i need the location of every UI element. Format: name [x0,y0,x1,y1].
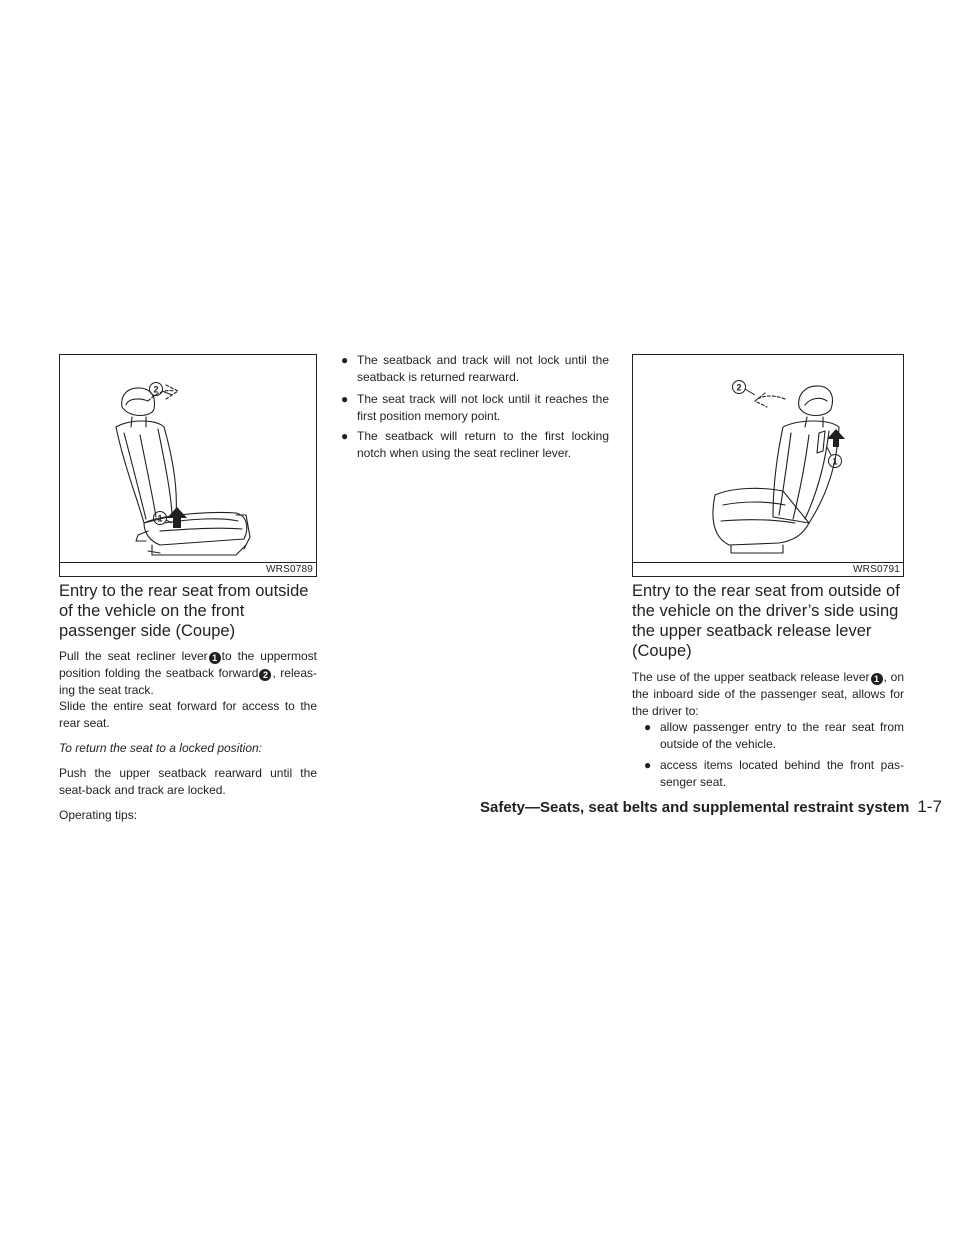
bullet-item [341,352,609,386]
page-footer [480,797,942,817]
seat-recliner-illustration [59,354,317,577]
figure-rule [633,562,903,563]
callout-1: 1 [832,456,838,467]
paragraph-recliner-lever [59,648,317,699]
text: , on the inboard side of the passenger seat, allows for the driver to: [632,670,905,718]
bullet-dot: ● [644,720,652,734]
paragraph-return-heading: To return the seat to a locked position: [59,741,263,755]
section-heading-driver: Entry to the rear seat from outside of the vehicle on the driver’s side using the upper seatback release lever (Coupe) [632,582,900,660]
bullet-item [341,391,609,425]
paragraph-operating-tips: Operating tips: [59,808,138,822]
figure-code: WRS0791 [853,564,900,575]
paragraph-slide-seat: Slide the entire seat forward for access to the rear seat. [59,699,317,730]
bullet-text: The seatback and track will not lock until the seatback is returned rearward. [357,353,609,384]
bullet-dot: ● [341,429,349,443]
page-number: 1-7 [917,797,942,816]
seat-drawing [60,355,316,563]
callout-1: 1 [209,652,221,664]
text: The use of the upper seatback release lever [632,670,870,684]
bullet-dot: ● [341,353,349,367]
seat-drawing [633,355,903,563]
callout-1: 1 [871,673,883,685]
text: Pull the seat recliner lever [59,649,208,663]
callout-2: 2 [153,384,159,395]
callout-2: 2 [259,669,271,681]
bullet-item [644,757,904,791]
bullet-item [341,428,609,462]
bullet-text: access items located behind the front pas-senger seat. [660,758,904,789]
bullet-dot: ● [644,758,652,772]
section-heading-passenger: Entry to the rear seat from outside of the vehicle on the front passenger side (Coupe) [59,582,309,640]
bullet-text: The seat track will not lock until it reaches the first position memory point. [357,392,609,423]
text: , releas-ing the seat track. [59,666,317,697]
paragraph-release-lever [632,669,904,720]
text: to the uppermost position folding the seatback forward [59,649,317,680]
bullet-dot: ● [341,392,349,406]
footer-section-title: Safety—Seats, seat belts and supplemental restraint system [480,799,910,816]
paragraph-push-seatback: Push the upper seatback rearward until the seat-back and track are locked. [59,766,317,797]
bullet-text: The seatback will return to the first locking notch when using the seat recliner lever. [357,429,609,460]
bullet-item [644,719,904,753]
bullet-text: allow passenger entry to the rear seat from outside of the vehicle. [660,720,904,751]
seatback-release-illustration [632,354,904,577]
figure-code: WRS0789 [266,564,313,575]
figure-rule [60,562,316,563]
callout-1: 1 [157,513,163,524]
callout-2: 2 [736,382,742,393]
